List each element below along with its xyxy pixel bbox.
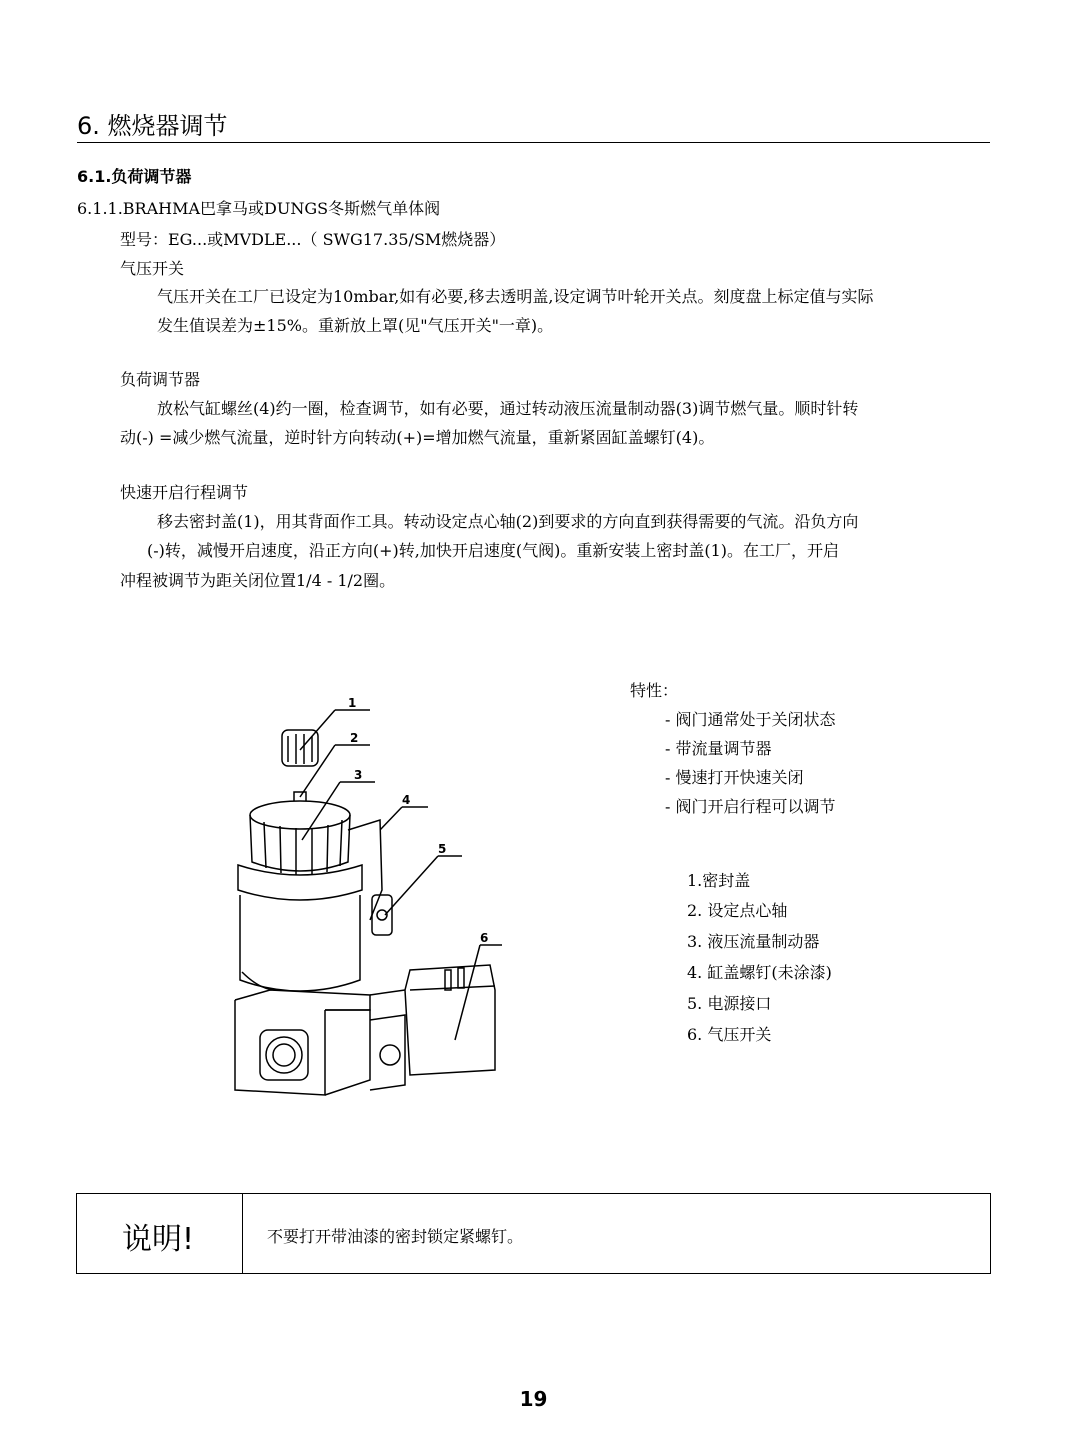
pressure-switch-line: 发生值误差为±15%。重新放上罩(见"气压开关"一章)。 xyxy=(157,316,554,335)
part-item: 4. 缸盖螺钉(未涂漆) xyxy=(687,963,832,982)
part-item: 1.密封盖 xyxy=(687,871,751,890)
features-heading: 特性： xyxy=(630,681,679,700)
feature-item: - 慢速打开快速关闭 xyxy=(665,768,804,787)
model-line: 型号：EG...或MVDLE...（ SWG17.35/SM燃烧器） xyxy=(120,230,506,249)
page-number: 19 xyxy=(519,1387,548,1411)
note-box xyxy=(76,1193,991,1274)
note-text: 不要打开带油漆的密封锁定紧螺钉。 xyxy=(267,1227,524,1246)
part-item: 2. 设定点心轴 xyxy=(687,901,788,920)
section-title: 6. 燃烧器调节 xyxy=(77,112,228,140)
callout-label: 2 xyxy=(350,731,359,745)
note-label: 说明! xyxy=(122,1222,195,1257)
callout-label: 5 xyxy=(438,842,447,856)
feature-item: - 带流量调节器 xyxy=(665,739,772,758)
load-regulator-heading: 负荷调节器 xyxy=(120,370,201,389)
feature-item: - 阀门开启行程可以调节 xyxy=(665,797,836,816)
subsubsection-title: 6.1.1.BRAHMA巴拿马或DUNGS冬斯燃气单体阀 xyxy=(77,199,441,218)
title-rule xyxy=(77,142,990,143)
gas-valve-illustration xyxy=(230,690,530,1120)
feature-item: - 阀门通常处于关闭状态 xyxy=(665,710,836,729)
note-divider xyxy=(242,1194,243,1273)
part-item: 6. 气压开关 xyxy=(687,1025,772,1044)
callout-label: 6 xyxy=(480,931,489,945)
callout-label: 1 xyxy=(348,696,357,710)
callout-label: 3 xyxy=(354,768,363,782)
fast-open-heading: 快速开启行程调节 xyxy=(120,483,249,502)
part-item: 3. 液压流量制动器 xyxy=(687,932,820,951)
part-item: 5. 电源接口 xyxy=(687,994,772,1013)
fast-open-line: 冲程被调节为距关闭位置1/4 - 1/2圈。 xyxy=(120,571,396,590)
fast-open-line: 移去密封盖(1)，用其背面作工具。转动设定点心轴(2)到要求的方向直到获得需要的气流。沿负方向 xyxy=(157,512,859,531)
subsection-title: 6.1.负荷调节器 xyxy=(77,167,192,186)
fast-open-line: (-)转，减慢开启速度，沿正方向(+)转,加快开启速度(气阀)。重新安装上密封盖(1)。在工厂，开启 xyxy=(147,541,840,560)
callout-label: 4 xyxy=(402,793,411,807)
pressure-switch-line: 气压开关在工厂已设定为10mbar,如有必要,移去透明盖,设定调节叶轮开关点。刻度盘上标定值与实际 xyxy=(157,287,874,306)
load-regulator-line: 放松气缸螺丝(4)约一圈，检查调节，如有必要，通过转动液压流量制动器(3)调节燃气量。顺时针转 xyxy=(157,399,859,418)
pressure-switch-heading: 气压开关 xyxy=(120,259,185,278)
load-regulator-line: 动(-) =减少燃气流量，逆时针方向转动(+)=增加燃气流量，重新紧固缸盖螺钉(4)。 xyxy=(120,428,715,447)
